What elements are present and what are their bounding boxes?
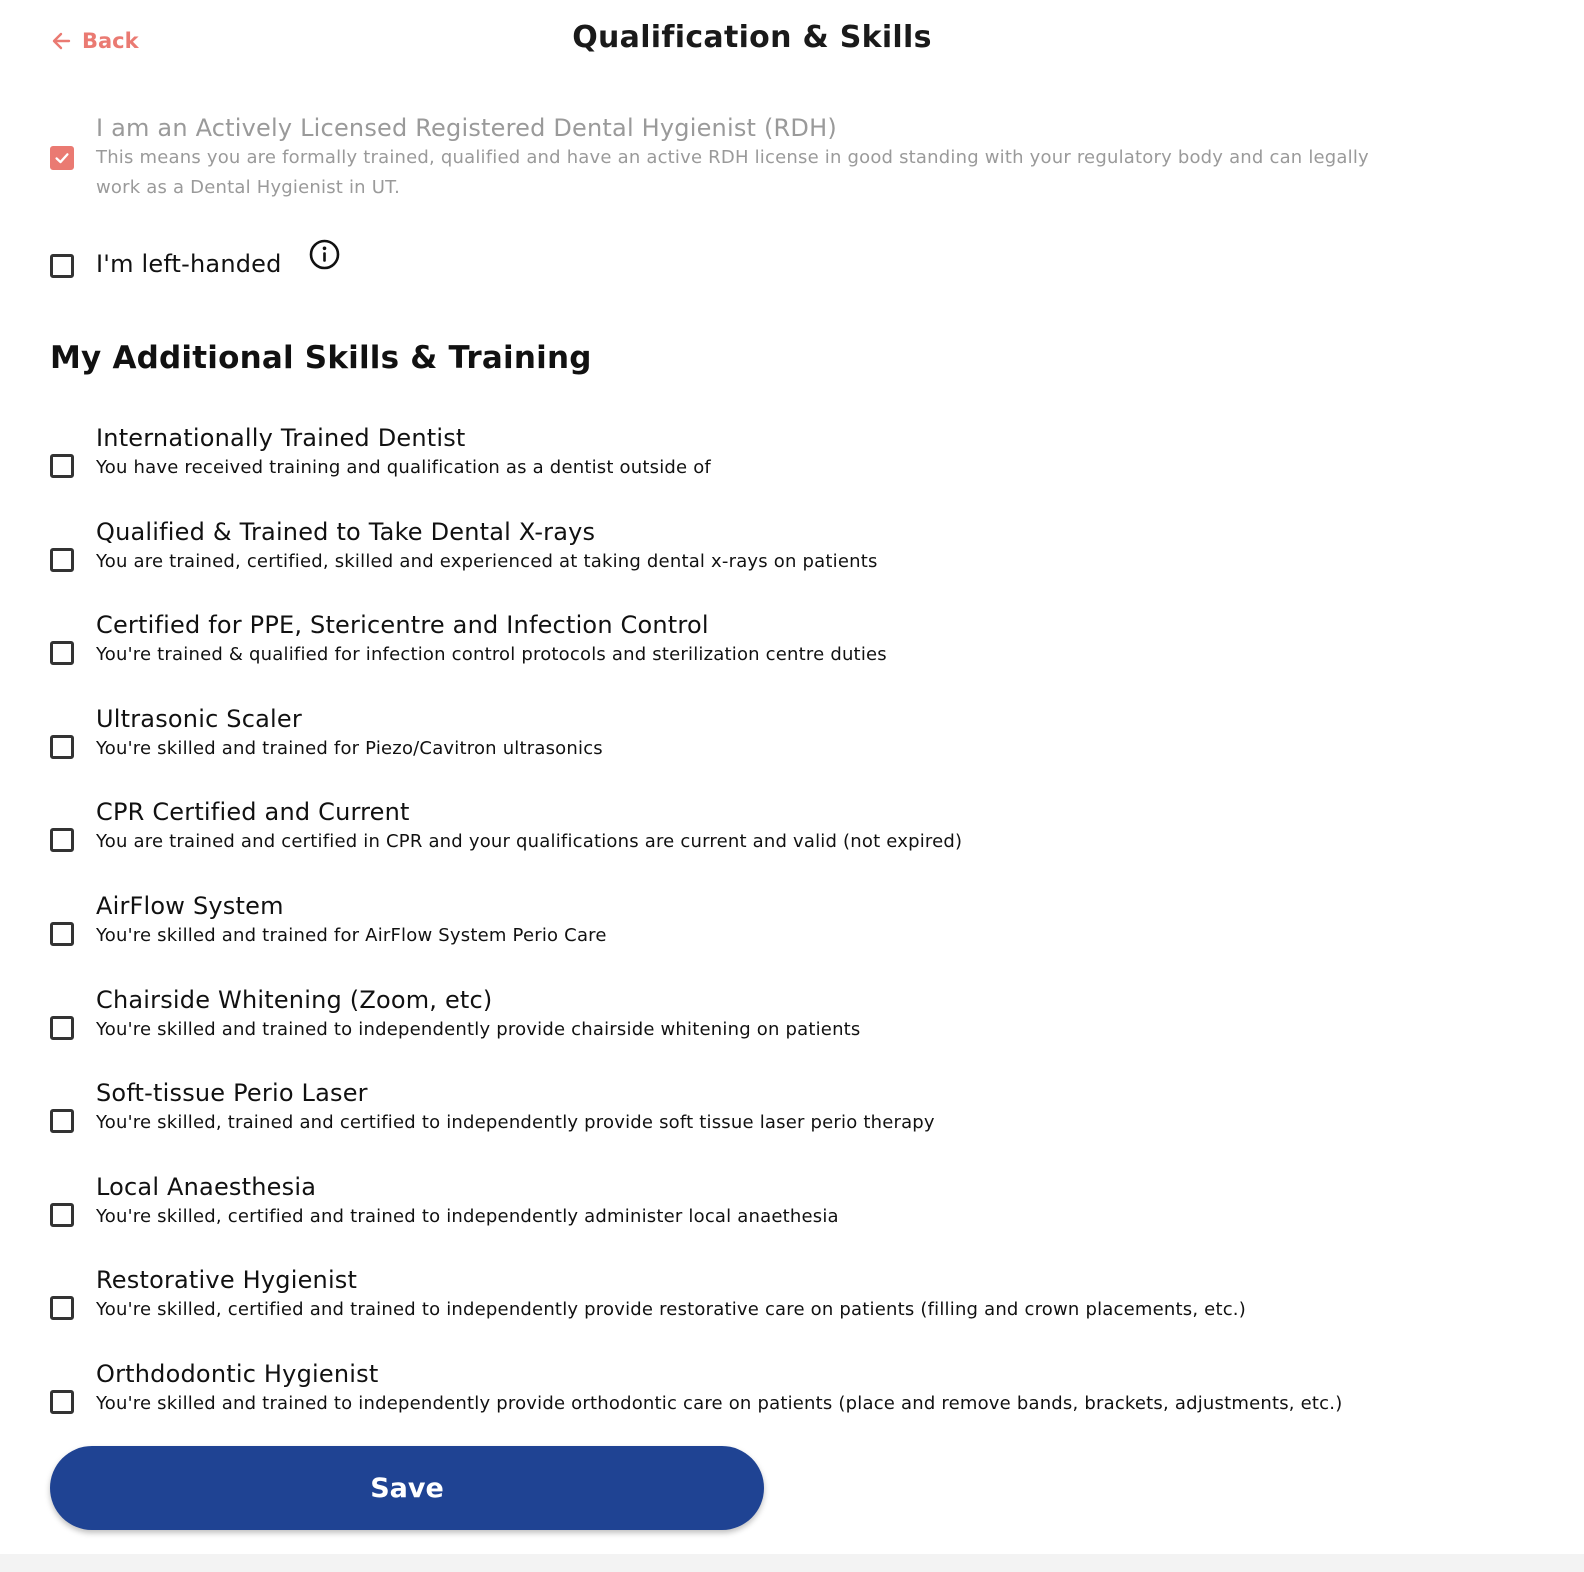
skill-description: You're skilled and trained for AirFlow System Perio Care: [96, 925, 607, 946]
skill-text: [96, 423, 711, 483]
skill-description: You are trained and certified in CPR and your qualifications are current and valid (not expired): [96, 831, 963, 852]
skill-checkbox[interactable]: [50, 548, 74, 572]
skill-checkbox[interactable]: [50, 454, 74, 478]
skill-checkbox-row[interactable]: [50, 1296, 74, 1320]
left-handed-row[interactable]: [50, 254, 74, 278]
skill-checkbox-row[interactable]: [50, 1016, 74, 1040]
skill-title: Internationally Trained Dentist: [96, 424, 466, 452]
skill-text: [96, 517, 878, 577]
skill-title: Certified for PPE, Stericentre and Infection Control: [96, 611, 709, 639]
skill-checkbox-row[interactable]: [50, 735, 74, 759]
rdh-title: I am an Actively Licensed Registered Dental Hygienist (RDH): [96, 114, 837, 142]
skill-description: You're skilled and trained to independently provide chairside whitening on patients: [96, 1019, 861, 1040]
skill-checkbox-row[interactable]: [50, 1203, 74, 1227]
skill-description: You're skilled, certified and trained to independently administer local anaethesia: [96, 1206, 839, 1227]
save-button[interactable]: Save: [50, 1446, 764, 1530]
left-handed-text: [96, 250, 282, 278]
rdh-description: This means you are formally trained, qualified and have an active RDH license in good standing with your regulatory body and can legally work as a Dental Hygienist in UT.: [96, 147, 1369, 198]
skill-title: Soft-tissue Perio Laser: [96, 1079, 368, 1107]
bottom-strip: [0, 1554, 1584, 1572]
skill-title: Chairside Whitening (Zoom, etc): [96, 986, 493, 1014]
skill-checkbox[interactable]: [50, 1390, 74, 1414]
skill-checkbox-row[interactable]: [50, 1390, 74, 1414]
left-handed-checkbox[interactable]: [50, 254, 74, 278]
skill-checkbox-row[interactable]: [50, 1109, 74, 1133]
skill-description: You're skilled and trained for Piezo/Cavitron ultrasonics: [96, 738, 603, 759]
skill-checkbox[interactable]: [50, 641, 74, 665]
skill-checkbox[interactable]: [50, 922, 74, 946]
skill-checkbox-row[interactable]: [50, 641, 74, 665]
skill-title: Local Anaesthesia: [96, 1173, 317, 1201]
skill-checkbox-row[interactable]: [50, 454, 74, 478]
skill-title: AirFlow System: [96, 892, 284, 920]
skill-checkbox[interactable]: [50, 735, 74, 759]
skill-checkbox-row[interactable]: [50, 828, 74, 852]
skill-description: You're skilled, trained and certified to independently provide soft tissue laser perio therapy: [96, 1112, 935, 1133]
skill-description: You're trained & qualified for infection control protocols and sterilization centre duties: [96, 644, 887, 665]
rdh-checkbox-row: [50, 146, 74, 170]
skill-text: [96, 1359, 1342, 1419]
rdh-text: [96, 113, 1416, 203]
checkmark-icon: [53, 148, 71, 168]
skill-title: Qualified & Trained to Take Dental X-rays: [96, 518, 596, 546]
page-title: Qualification & Skills: [572, 20, 932, 55]
back-label: Back: [82, 29, 139, 53]
skill-description: You're skilled, certified and trained to independently provide restorative care on patients (filling and crown placements, etc.): [96, 1299, 1246, 1320]
skill-text: [96, 797, 962, 857]
skill-description: You are trained, certified, skilled and experienced at taking dental x-rays on patients: [96, 551, 878, 572]
header-bar: [0, 0, 1584, 84]
skill-checkbox[interactable]: [50, 1296, 74, 1320]
skill-text: [96, 704, 603, 764]
skill-text: [96, 1172, 839, 1232]
skill-checkbox-row[interactable]: [50, 548, 74, 572]
rdh-checkbox[interactable]: [50, 146, 74, 170]
skill-checkbox[interactable]: [50, 1016, 74, 1040]
skill-text: [96, 1265, 1246, 1325]
skill-title: CPR Certified and Current: [96, 798, 410, 826]
skill-checkbox[interactable]: [50, 1109, 74, 1133]
skill-text: [96, 610, 887, 670]
skill-checkbox[interactable]: [50, 1203, 74, 1227]
left-handed-label: I'm left-handed: [96, 250, 282, 278]
skill-description: You have received training and qualification as a dentist outside of: [96, 457, 711, 478]
additional-skills-heading: My Additional Skills & Training: [50, 340, 592, 376]
skill-text: [96, 985, 861, 1045]
skill-title: Orthdodontic Hygienist: [96, 1360, 379, 1388]
skill-title: Ultrasonic Scaler: [96, 705, 302, 733]
skill-checkbox-row[interactable]: [50, 922, 74, 946]
info-icon[interactable]: [308, 238, 341, 271]
skill-checkbox[interactable]: [50, 828, 74, 852]
skill-text: [96, 1078, 935, 1138]
skill-text: [96, 891, 607, 951]
skill-title: Restorative Hygienist: [96, 1266, 358, 1294]
skill-description: You're skilled and trained to independently provide orthodontic care on patients (place and remove bands, brackets, adjustments, etc.): [96, 1393, 1343, 1414]
